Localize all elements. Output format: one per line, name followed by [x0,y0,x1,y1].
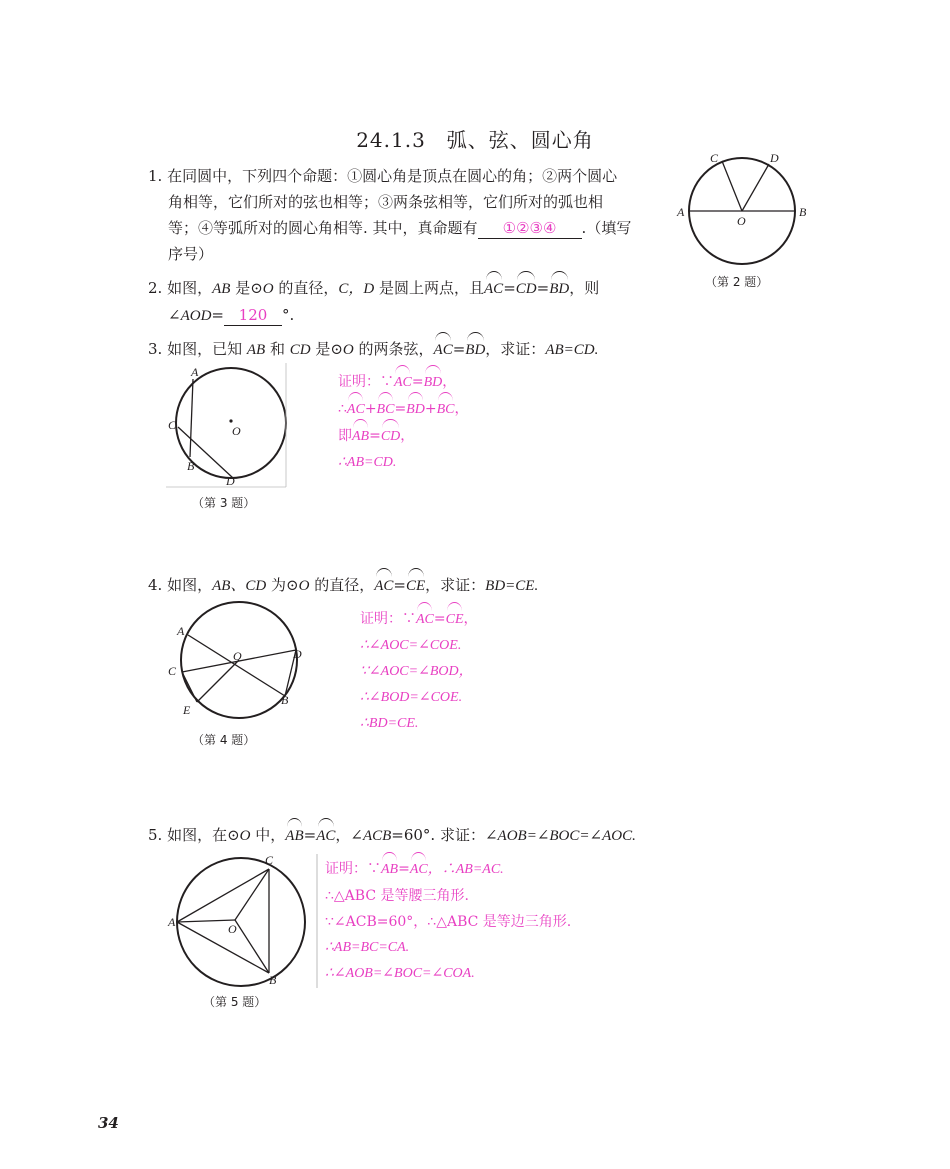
q5-proof-line-3: ∵∠ACB=60°，∴△ABC 是等边三角形. [325,914,572,930]
q2-line-1: 2. 如图，AB 是⊙O 的直径，C，D 是圆上两点，且AC=CD=BD，则 [148,275,599,302]
q5-proof-line-4: ∴AB=BC=CA. [325,940,410,955]
fig2-label-c: C [710,151,719,165]
fig3-label-d: D [226,474,235,488]
fig5-side-ac [177,869,269,922]
fig5-segment-ob [235,920,269,973]
q4-proof-line-1: 证明：∵AC=CE， [360,606,478,633]
fig4-caption: （第 4 题） [192,733,256,747]
q1-line-4: 序号） [168,245,214,263]
fig4-label-a: A [177,624,185,638]
q3-proof-line-3: 即AB=CD， [338,423,468,450]
q1-line-3: 等；④等弧所对的圆心角相等. 其中，真命题有 ①②③④ .（填写 [168,219,632,237]
question-4: 4. 如图，AB、CD 为⊙O 的直径，AC=CE，求证：BD=CE. [148,572,538,599]
q4-proof-line-4: ∴∠BOD=∠COE. [360,690,463,705]
section-title: 24.1.3 弧、弦、圆心角 [356,128,594,152]
fig3-caption: （第 3 题） [192,496,256,510]
q3-proof-line-1: 证明：∵AC=BD， [338,369,468,396]
q4-proof [360,606,478,737]
question-5: 5. 如图，在⊙O 中，AB=AC，∠ACB=60°. 求证：∠AOB=∠BOC=∠AOC. [148,822,636,849]
q5-proof-line-5: ∴∠AOB=∠BOC=∠COA. [325,966,475,981]
q1-answer: ①②③④ [478,218,582,239]
q2-line-2: ∠AOD= 120 °. [168,306,295,324]
page-number: 34 [98,1114,119,1132]
question-3: 3. 如图，已知 AB 和 CD 是⊙O 的两条弦，AC=BD，求证：AB=CD. [148,336,598,363]
q5-proof-line-1: 证明：∵AB=AC，∴AB=AC. [325,856,571,883]
fig3-center-dot [229,419,232,422]
q4-proof-line-3: ∵∠AOC=∠BOD， [360,664,473,679]
fig5-label-c: C [265,853,274,867]
figure-4 [163,600,313,728]
fig4-label-c: C [168,664,177,678]
figure-5 [163,850,323,990]
fig3-chord-ab [190,379,193,457]
fig4-label-o: O [233,649,242,663]
fig2-radius-od [742,164,769,211]
fig3-label-o: O [232,424,241,438]
fig4-label-e: E [183,703,191,717]
fig3-label-b: B [187,459,195,473]
fig3-label-c: C [168,418,177,432]
fig4-radius-oe [197,660,239,702]
question-1 [148,163,631,267]
fig2-label-o: O [737,214,746,228]
fig5-side-ab [177,922,269,973]
fig4-label-b: B [281,693,289,707]
fig5-segment-oa [177,920,235,922]
fig2-caption: （第 2 题） [705,275,769,289]
fig5-caption: （第 5 题） [203,995,267,1009]
fig4-chord-ce [182,672,197,702]
fig5-circle [177,858,305,986]
q3-proof [338,369,468,476]
fig3-label-a: A [191,365,199,379]
fig2-radius-oc [722,161,742,211]
q1-line-2: 角相等，它们所对的弦也相等；③两条弦相等，它们所对的弧也相 [168,193,604,211]
q1-line-1: 1. 在同圆中，下列四个命题：①圆心角是顶点在圆心的角；②两个圆心 [148,167,618,185]
fig5-segment-oc [235,869,269,920]
q4-proof-line-5: ∴BD=CE. [360,716,419,731]
fig5-label-a: A [168,915,176,929]
fig5-label-b: B [269,973,277,987]
fig2-label-d: D [770,151,779,165]
q5-proof [325,856,571,987]
fig4-label-d: D [293,647,302,661]
q3-proof-line-4: ∴AB=CD. [338,455,397,470]
fig5-label-o: O [228,922,237,936]
fig2-label-b: B [799,205,807,219]
figure-2 [672,150,818,274]
q5-proof-line-2: ∴△ABC 是等腰三角形. [325,888,469,904]
q4-proof-line-2: ∴∠AOC=∠COE. [360,638,462,653]
question-2 [148,275,599,329]
q3-proof-line-2: ∴AC+BC=BD+BC， [338,396,468,423]
fig4-diameter-ab [188,635,285,696]
figure-3 [163,363,293,491]
fig2-label-a: A [677,205,685,219]
q2-answer: 120 [224,305,282,326]
